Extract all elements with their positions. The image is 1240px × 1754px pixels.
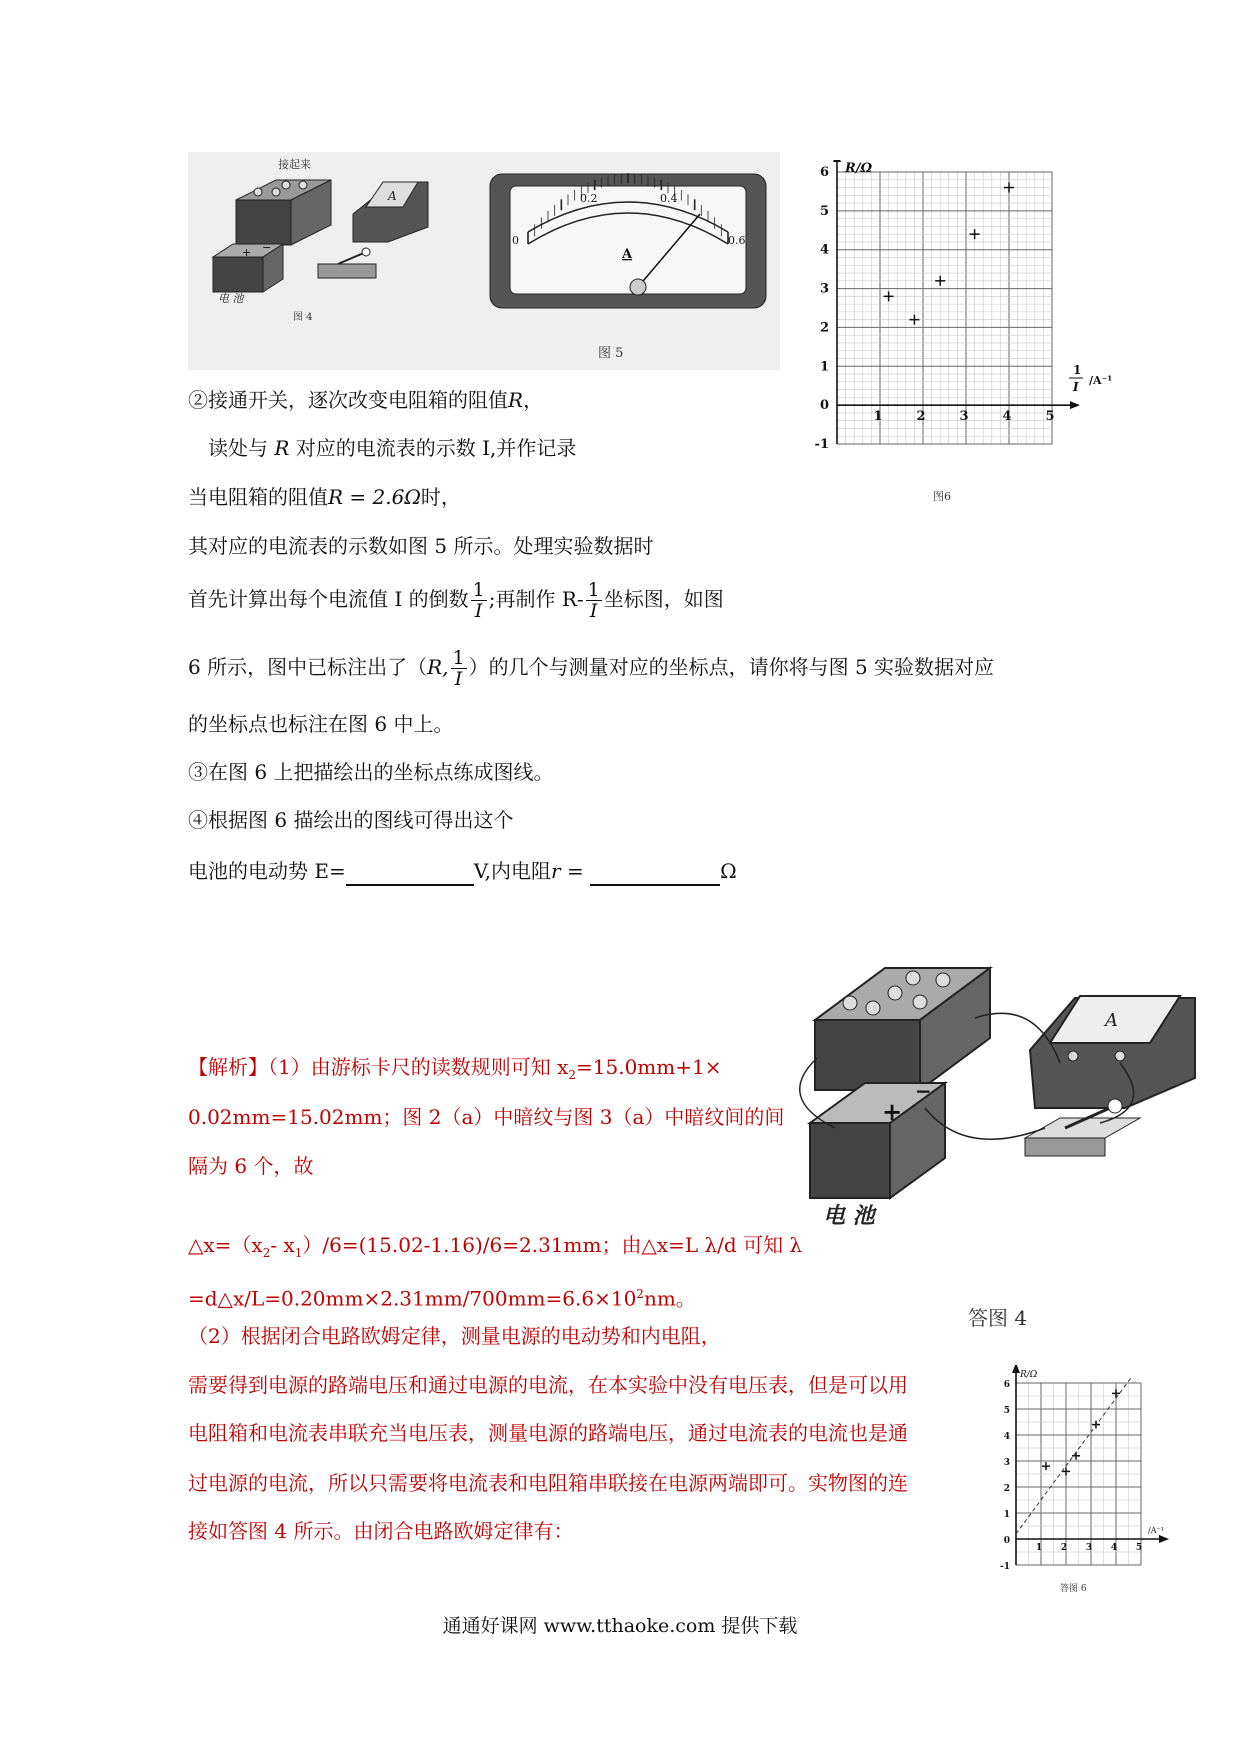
- footer-text: 通通好课网 www.tthaoke.com 提供下载: [442, 1615, 798, 1637]
- step4-line: ④根据图 6 描绘出的图线可得出这个: [188, 808, 514, 832]
- y-tick-label: 1: [1003, 1510, 1010, 1520]
- battery: [810, 1079, 945, 1229]
- analysis-tag: 【解析】: [188, 1055, 268, 1079]
- step3-line: ③在图 6 上把描绘出的坐标点练成图线。: [188, 760, 554, 784]
- x-axis-arrow: [1070, 401, 1080, 409]
- answer-figure-4-caption: 答图 4: [968, 1306, 1028, 1330]
- step2-line-3: 当电阻箱的阻值R = 2.6Ω时，: [188, 485, 461, 509]
- step2-line-4: 其对应的电流表的示数如图 5 所示。处理实验数据时: [188, 534, 654, 558]
- ammeter: [353, 182, 428, 242]
- answer-figure-6-caption: 答图 6: [1060, 1584, 1087, 1594]
- data-point: [909, 315, 919, 325]
- dial-tick-0.6: 0.6: [728, 234, 746, 247]
- x-tick-label: 3: [959, 409, 969, 425]
- figure-5-caption: 图 5: [598, 346, 624, 361]
- step2-line-2: 读处与 R 对应的电流表的示数 I,并作记录: [208, 436, 577, 460]
- x-axis-arrow: [1159, 1535, 1169, 1543]
- x-axis-label-denominator: I: [1073, 380, 1079, 394]
- data-point: [1004, 183, 1014, 193]
- x-axis-unit: /A⁻¹: [1148, 1526, 1164, 1535]
- analysis-line-8: 电阻箱和电流表串联充当电压表，测量电源的路端电压，通过电流表的电流也是通: [188, 1421, 908, 1445]
- y-tick-label: 3: [1003, 1458, 1010, 1468]
- y-tick-label: 6: [819, 165, 829, 180]
- ammeter-letter: A: [388, 189, 397, 203]
- analysis-line-9: 过电源的电流，所以只需要将电流表和电阻箱串联接在电源两端即可。实物图的连: [188, 1471, 908, 1495]
- fraction-1-over-I: $\frac{1}{I}$: [587, 579, 600, 622]
- x-tick-label: 1: [1035, 1543, 1043, 1553]
- analysis-line-6: （2）根据闭合电路欧姆定律，测量电源的电动势和内电阻，: [188, 1324, 721, 1348]
- fraction-1-over-I: $\frac{1}{I}$: [452, 647, 465, 690]
- figure-4: [188, 152, 478, 370]
- y-tick-label: 2: [1003, 1484, 1010, 1494]
- x-tick-label: 4: [1002, 409, 1012, 425]
- y-axis-arrow: [1012, 1365, 1020, 1373]
- ammeter-letter: A: [1105, 1010, 1118, 1031]
- figure-4-connect-label: 接起来: [278, 158, 311, 171]
- analysis-line-5: $=d\triangle x/L=0.20mm\times 2.31mm/700mm=6.6\times 10^2nm$。: [188, 1286, 696, 1311]
- figure-5-ammeter-dial: [488, 172, 768, 322]
- x-tick-label: 2: [916, 409, 926, 425]
- y-tick-label: 2: [819, 320, 829, 336]
- emf-blank[interactable]: [346, 862, 474, 886]
- answer-figure-6-graph: [988, 1365, 1178, 1595]
- x-tick-label: 1: [873, 409, 883, 425]
- step2-line-7: 的坐标点也标注在图 6 中上。: [188, 712, 454, 736]
- step2-line-1: ②接通开关，逐次改变电阻箱的阻值R，: [188, 388, 544, 412]
- step2-line-6: 6 所示，图中已标注出了（R, $\frac{1}{I}$ ）的几个与测量对应的坐标点，请你将与图 5 实验数据对应: [188, 647, 995, 690]
- fraction-1-over-I: $\frac{1}{I}$: [472, 579, 485, 622]
- y-tick-label: 0: [1003, 1536, 1010, 1546]
- x-tick-label: 3: [1085, 1543, 1093, 1553]
- figure-6-graph: [797, 160, 1117, 520]
- data-point: [970, 229, 980, 239]
- dial-tick-0.2: 0.2: [580, 192, 598, 205]
- y-tick-label: 5: [1003, 1406, 1010, 1416]
- analysis-line-2: 0.02mm=15.02mm；图 2（a）中暗纹与图 3（a）中暗纹间的间: [188, 1105, 785, 1129]
- battery-plus: +: [882, 1097, 903, 1126]
- switch: [318, 248, 376, 278]
- data-point: [935, 276, 945, 286]
- y-tick-label: 3: [819, 281, 829, 297]
- analysis-line-7: 需要得到电源的路端电压和通过电源的电流，在本实验中没有电压表，但是可以用: [188, 1373, 908, 1397]
- battery-label: 电 池: [218, 292, 244, 305]
- battery: [213, 241, 283, 305]
- resistor-box: [236, 180, 331, 245]
- figure-6-caption: 图6: [933, 490, 951, 503]
- y-tick-label: 4: [1003, 1432, 1010, 1442]
- y-tick-label: 4: [819, 242, 829, 258]
- resistor-box: [815, 968, 990, 1090]
- y-tick-label: 6: [1003, 1380, 1010, 1390]
- y-axis-label: R/Ω: [845, 161, 873, 176]
- y-axis-label: R/Ω: [1020, 1370, 1038, 1380]
- x-axis-label-numerator: 1: [1073, 363, 1082, 377]
- battery-minus: −: [915, 1079, 932, 1103]
- battery-minus: −: [262, 241, 272, 254]
- y-tick-label: 1: [819, 359, 829, 375]
- dial-letter: A: [622, 247, 633, 262]
- y-axis-arrow: [833, 160, 841, 162]
- y-tick-label: -1: [1000, 1562, 1010, 1572]
- analysis-line-3: 隔为 6 个，故: [188, 1154, 314, 1178]
- analysis-line-10: 接如答图 4 所示。由闭合电路欧姆定律有：: [188, 1519, 574, 1543]
- x-axis-unit: /A⁻¹: [1089, 374, 1113, 387]
- data-point: [1042, 1462, 1050, 1470]
- y-tick-label: -1: [814, 437, 829, 452]
- internal-resistance-blank[interactable]: [590, 862, 720, 886]
- dial-tick-0.4: 0.4: [660, 192, 678, 205]
- dial-tick-0: 0: [512, 234, 519, 247]
- data-point: [884, 291, 894, 301]
- analysis-line-1: 【解析】（1）由游标卡尺的读数规则可知 $x_2=15.0mm+1\times$: [188, 1055, 722, 1082]
- analysis-line-4: $\triangle x=(x_2-$ $x_1)/6=(15.02-1.16)/6=2.31mm$；由△x=L λ/d 可知 λ: [188, 1233, 803, 1260]
- emf-answer-line: 电池的电动势 E= V,内电阻r = Ω: [188, 856, 737, 886]
- battery-label: 电 池: [823, 1203, 875, 1229]
- x-tick-label: 5: [1135, 1543, 1143, 1553]
- answer-figure-4: [795, 958, 1215, 1318]
- y-tick-label: 5: [819, 203, 829, 219]
- figure-4-caption: 图 4: [293, 312, 313, 323]
- x-tick-label: 4: [1110, 1543, 1118, 1553]
- x-tick-label: 5: [1045, 409, 1055, 425]
- step2-line-5: 首先计算出每个电流值 I 的倒数 $\frac{1}{I}$ ;再制作 R- $\frac{1}{I}$ 坐标图，如图: [188, 579, 724, 622]
- y-tick-label: 0: [819, 398, 829, 414]
- battery-plus: +: [242, 246, 252, 259]
- x-tick-label: 2: [1060, 1543, 1068, 1553]
